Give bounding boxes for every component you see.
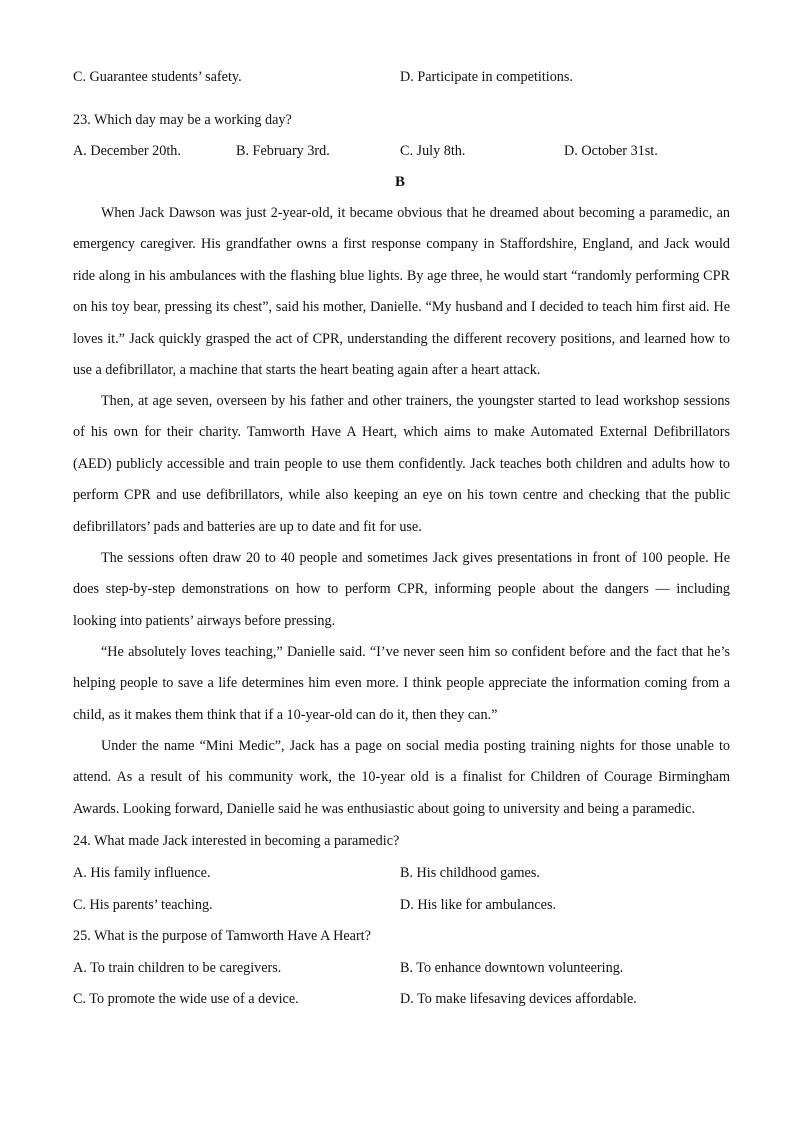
passage-paragraph-2 (73, 386, 730, 543)
q25-option-c: C. To promote the wide use of a device. (73, 991, 299, 1007)
paragraph-text: Then, at age seven, overseen by his father and other trainers, the youngster started to lead workshop sessions of his own for their charity. Tamworth Have A Heart, which aims to make Automated External Defibrillators (AED) publicly accessible and train people to use them confidently. Jack teaches both children and adults how to perform CPR and use defibrillators, while also keeping an eye on his town centre and checking that the public defibrillators’ pads and batteries are up to date and fit for use. (73, 393, 730, 535)
q23-option-d: D. October 31st. (564, 143, 658, 159)
passage-paragraph-3 (73, 543, 730, 637)
section-title: B (394, 174, 405, 190)
q25-option-b: B. To enhance downtown volunteering. (400, 960, 624, 976)
q22-option-c: C. Guarantee students’ safety. (73, 69, 242, 85)
q24-option-c: C. His parents’ teaching. (73, 897, 213, 913)
q25-option-a: A. To train children to be caregivers. (73, 960, 282, 976)
q22-option-d: D. Participate in competitions. (400, 69, 573, 85)
paragraph-text: When Jack Dawson was just 2-year-old, it became obvious that he dreamed about becoming a paramedic, an emergency caregiver. His grandfather owns a first response company in Staffordshire, England, and Jack would ride along in his ambulances with the flashing blue lights. By age three, he would start “randomly performing CPR on his toy bear, pressing its chest”, said his mother, Danielle. “My husband and I decided to teach him first aid. He loves it.” Jack quickly grasped the act of CPR, understanding the different recovery positions, and learned how to use a defibrillator, a machine that starts the heart beating again after a heart attack. (73, 205, 730, 379)
q25-question: 25. What is the purpose of Tamworth Have A Heart? (73, 928, 371, 944)
q24-option-d: D. His like for ambulances. (400, 897, 557, 913)
q24-option-b: B. His childhood games. (400, 865, 540, 881)
q23-option-c: C. July 8th. (400, 143, 466, 159)
q25-option-d: D. To make lifesaving devices affordable. (400, 991, 637, 1007)
q23-option-b: B. February 3rd. (236, 143, 330, 159)
passage-paragraph-4 (73, 637, 730, 731)
q23-option-a: A. December 20th. (73, 143, 181, 159)
passage-paragraph-1 (73, 198, 730, 386)
passage-paragraph-5 (73, 731, 730, 825)
paragraph-text: The sessions often draw 20 to 40 people and sometimes Jack gives presentations in front of 100 people. He does step-by-step demonstrations on how to perform CPR, informing people about the dangers — including looking into patients’ airways before pressing. (73, 550, 730, 629)
paragraph-text: “He absolutely loves teaching,” Danielle said. “I’ve never seen him so confident before and the fact that he’s helping people to save a life determines him even more. I think people appreciate the information coming from a child, as it makes them think that if a 10-year-old can do it, then they can.” (73, 644, 730, 723)
paragraph-text: Under the name “Mini Medic”, Jack has a page on social media posting training nights for those unable to attend. As a result of his community work, the 10-year old is a finalist for Children of Courage Birmingham Awards. Looking forward, Danielle said he was enthusiastic about going to university and being a paramedic. (73, 738, 730, 817)
q24-question: 24. What made Jack interested in becoming a paramedic? (73, 833, 400, 849)
q23-question: 23. Which day may be a working day? (73, 112, 292, 128)
q24-option-a: A. His family influence. (73, 865, 211, 881)
